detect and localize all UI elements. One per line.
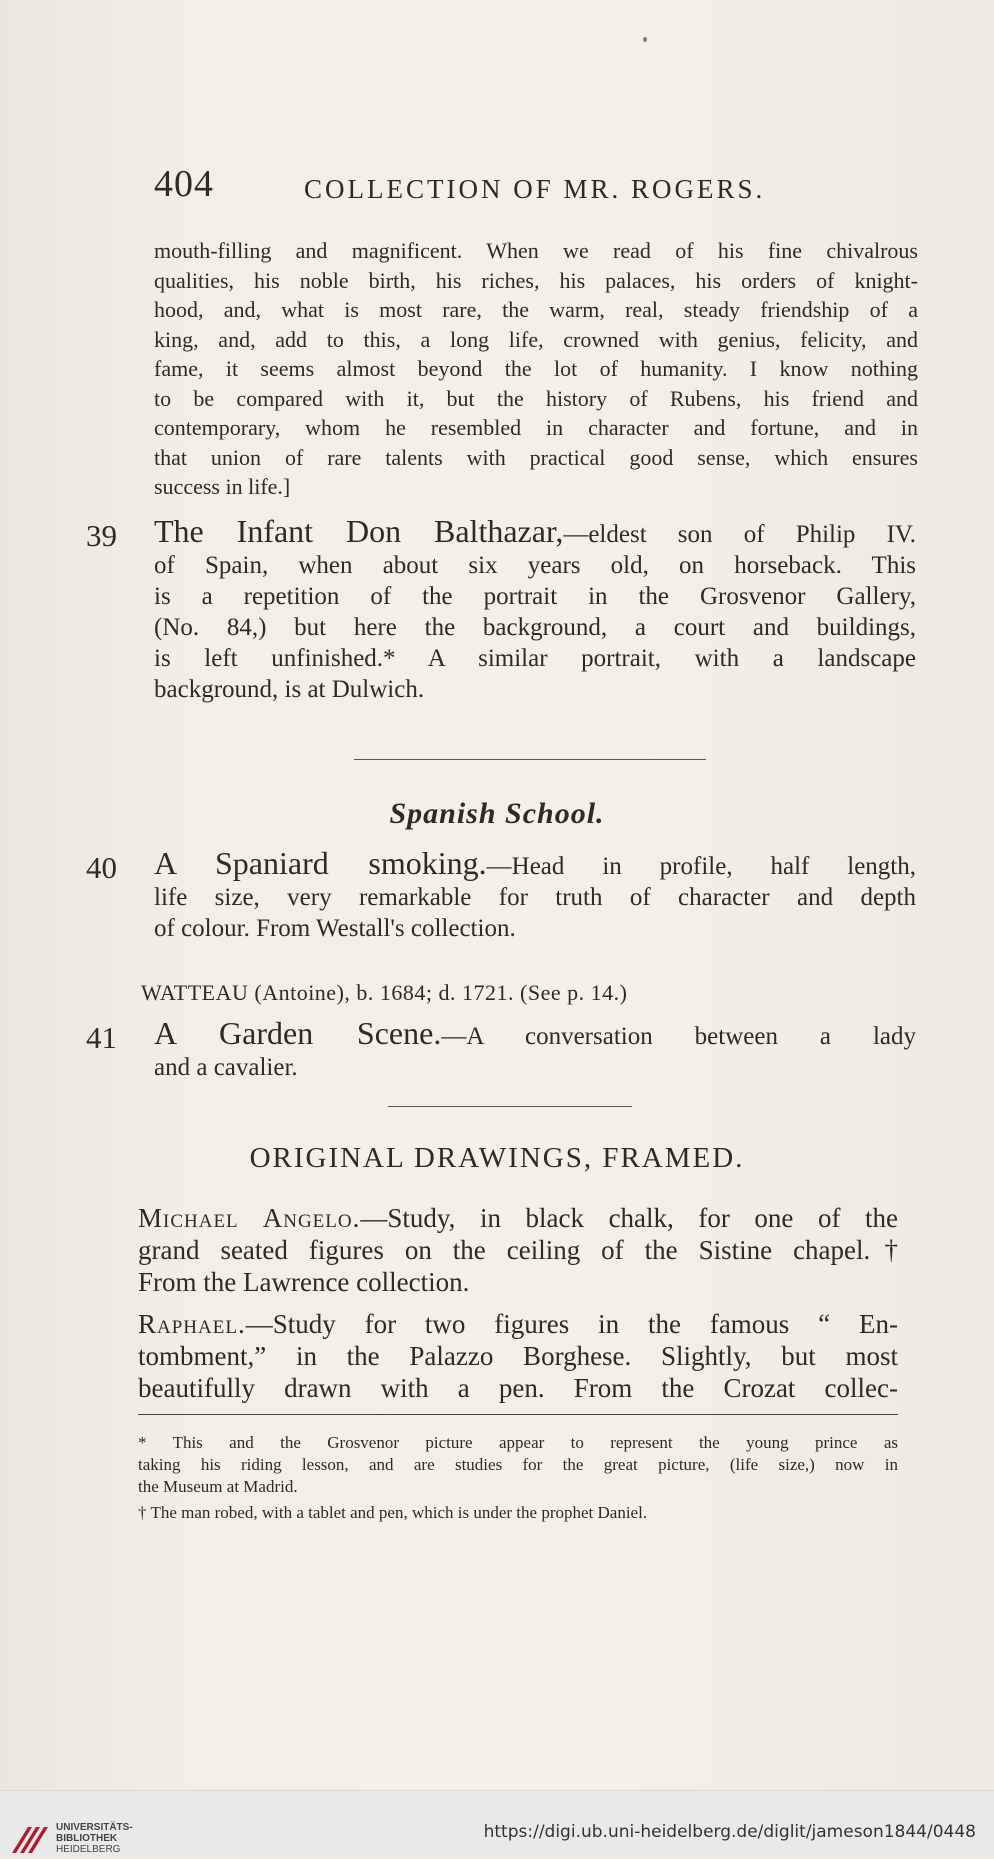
section-rule — [388, 1106, 632, 1107]
entry-first-line — [154, 1015, 917, 1052]
footnote-rule — [138, 1414, 898, 1415]
entry-number: 41 — [86, 1020, 117, 1055]
text-line: success in life.] — [154, 474, 291, 499]
text-line: qualities, his noble birth, his riches, his palaces, his orders of knight- — [154, 267, 918, 293]
footnote-dagger: † The man robed, with a tablet and pen, which is under the prophet Daniel. — [138, 1503, 648, 1522]
drawing-michael-angelo — [138, 1202, 898, 1298]
section-rule — [354, 759, 706, 760]
entry-title: A Garden Scene. — [154, 1015, 442, 1051]
text-line: background, is at Dulwich. — [154, 676, 425, 703]
intro-paragraph — [154, 236, 918, 502]
running-head: COLLECTION OF MR. ROGERS. — [304, 174, 766, 204]
text-line: beautifully drawn with a pen. From the Crozat collec- — [138, 1373, 898, 1403]
section-title: ORIGINAL DRAWINGS, FRAMED. — [249, 1142, 745, 1174]
source-url-link[interactable]: https://digi.ub.uni-heidelberg.de/diglit/jameson1844/0448 — [483, 1822, 976, 1842]
text-line: (No. 84,) but here the background, a court and buildings, — [154, 614, 916, 641]
text-line: the Museum at Madrid. — [138, 1477, 298, 1496]
text-line: that union of rare talents with practical good sense, which ensures — [154, 444, 918, 470]
page-header — [154, 160, 779, 216]
text-line: * This and the Grosvenor picture appear to represent the young prince as — [138, 1433, 898, 1452]
entry-number: 39 — [86, 518, 117, 553]
entry-title: A Spaniard smoking. — [154, 845, 487, 881]
text-line: life size, very remarkable for truth of character and depth — [154, 884, 916, 911]
text-line: of colour. From Westall's collection. — [154, 915, 516, 942]
text-line: and a cavalier. — [154, 1054, 298, 1081]
entry-number: 40 — [86, 850, 117, 885]
drawing-first-line — [138, 1308, 898, 1340]
page-number: 404 — [154, 163, 214, 205]
entry-text: —Study, in black chalk, for one of the — [360, 1203, 899, 1233]
school-heading: Spanish School. — [389, 797, 605, 830]
library-line: BIBLIOTHEK — [56, 1833, 118, 1844]
library-logo-icon — [10, 1823, 50, 1859]
text-line: to be compared with it, but the history of Rubens, his friend and — [154, 385, 918, 411]
entry-text: —Study for two figures in the famous “ En- — [245, 1309, 898, 1339]
text-line: grand seated figures on the ceiling of the Sistine chapel.† — [138, 1235, 898, 1265]
text-line: fame, it seems almost beyond the lot of humanity. I know nothing — [154, 356, 918, 381]
text-line: hood, and, what is most rare, the warm, real, steady friendship of a — [154, 297, 918, 322]
artist-name: Michael Angelo. — [138, 1203, 361, 1233]
ink-spot — [643, 37, 647, 42]
text-line: is a repetition of the portrait in the Grosvenor Gallery, — [154, 583, 916, 610]
text-line: of Spain, when about six years old, on horseback. This — [154, 552, 916, 579]
drawing-raphael — [138, 1308, 898, 1404]
library-line: UNIVERSITÄTS- — [56, 1822, 133, 1833]
library-line: HEIDELBERG — [56, 1844, 121, 1855]
library-name — [56, 1822, 133, 1855]
entry-first-line — [154, 513, 917, 550]
text-line: contemporary, whom he resembled in character and fortune, and in — [154, 415, 918, 440]
text-line: mouth-filling and magnificent. When we read of his fine chivalrous — [154, 238, 918, 263]
text-line: king, and, add to this, a long life, crowned with genius, felicity, and — [154, 326, 918, 352]
entry-title: The Infant Don Balthazar, — [154, 513, 564, 549]
entry-text: —eldest son of Philip IV. — [563, 521, 917, 548]
entry-text: —Head in profile, half length, — [486, 853, 916, 880]
artist-name: Raphael. — [138, 1309, 246, 1339]
artist-heading: WATTEAU (Antoine), b. 1684; d. 1721. (See p. 14.) — [141, 980, 628, 1005]
footnote-star — [138, 1432, 898, 1498]
entry-first-line — [154, 845, 916, 882]
text-line: is left unfinished.* A similar portrait, with a landscape — [154, 645, 916, 672]
text-line: taking his riding lesson, and are studies for the great picture, (life size,) now in — [138, 1455, 898, 1474]
text-line: From the Lawrence collection. — [138, 1267, 470, 1297]
text-line: tombment,” in the Palazzo Borghese. Slightly, but most — [138, 1341, 898, 1371]
drawing-first-line — [138, 1202, 898, 1234]
entry-text: —A conversation between a lady — [441, 1023, 917, 1050]
